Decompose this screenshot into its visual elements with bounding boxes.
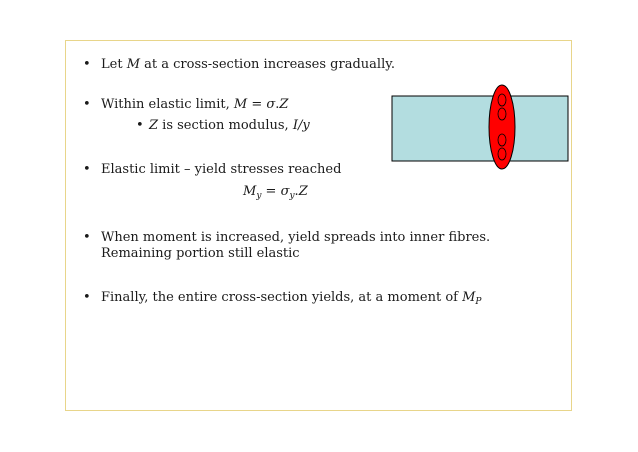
- bullet-marker: •: [83, 97, 91, 112]
- bullet-marker: •: [83, 230, 91, 245]
- bullet-marker: •: [83, 57, 91, 72]
- subscript-y: y: [289, 191, 295, 201]
- text-let: Let: [101, 57, 127, 72]
- sigma-symbol: σ: [266, 97, 276, 112]
- beam-rect: [392, 96, 568, 161]
- subscript-p: P: [475, 297, 482, 307]
- equals-sign: =: [261, 184, 281, 199]
- text-entire-yields: Finally, the entire cross-section yields, at a moment of: [101, 290, 463, 305]
- var-z: Z: [298, 184, 308, 199]
- var-z: Z: [279, 97, 289, 112]
- text-section-modulus: is section modulus,: [158, 118, 293, 133]
- var-m: M: [243, 184, 257, 199]
- text-within: Within elastic limit,: [101, 97, 234, 112]
- var-z: Z: [149, 118, 159, 133]
- var-m: M: [126, 57, 140, 72]
- bullet-yield-spreads-line1: When moment is increased, yield spreads into inner fibres.: [101, 230, 491, 245]
- dot-operator: .: [294, 184, 299, 199]
- sigma-symbol: σ: [280, 184, 290, 199]
- cross-section-ellipse: [489, 85, 515, 169]
- equals-sign: =: [247, 97, 267, 112]
- var-m: M: [233, 97, 248, 112]
- subscript-y: y: [256, 191, 262, 201]
- bullet-marker: •: [83, 162, 91, 177]
- sub-bullet-marker: •: [136, 118, 144, 133]
- bullet-yield-spreads-line2: Remaining portion still elastic: [101, 246, 300, 261]
- text-increases: at a cross-section increases gradually.: [140, 57, 395, 72]
- ratio-i-over-y: I/y: [292, 118, 310, 133]
- bullet-yield-stresses: Elastic limit – yield stresses reached: [101, 162, 342, 177]
- bullet-marker: •: [83, 290, 91, 305]
- var-m: M: [462, 290, 476, 305]
- dot-operator: .: [275, 97, 280, 112]
